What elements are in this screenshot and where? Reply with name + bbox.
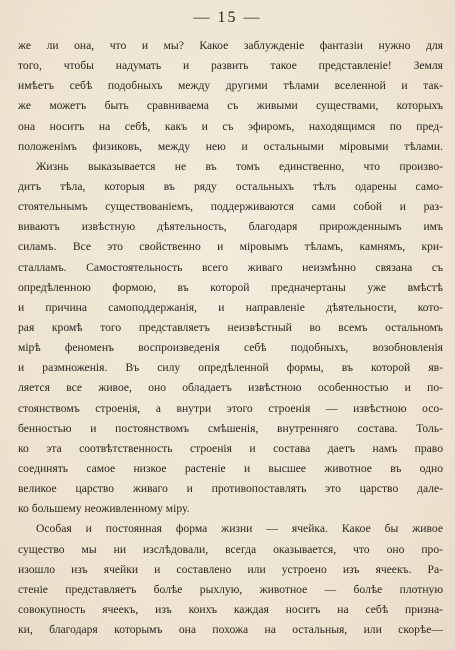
- text-line: стоятельнымъ существованіемъ, поддерживаются сами собой и раз-: [18, 200, 443, 214]
- text-line: стоянствомъ строенія, а внутри этого строенія — извѣстною осо-: [18, 401, 443, 415]
- body-text: [18, 36, 443, 640]
- text-line: имѣетъ себѣ подобныхъ между другими тѣлами вселенной и так-: [18, 79, 443, 93]
- text-line: и размноженія. Въ силу опредѣленной формы, въ которой яв-: [18, 361, 443, 375]
- text-line: же ли она, что и мы? Какое заблужденіе фантазіи нужно для: [18, 39, 443, 52]
- text-line: виваютъ извѣстную дѣятельность, благодаря прирожденнымъ имъ: [18, 220, 443, 234]
- text-line: Жизнь выказывается не въ томъ единственно, что произво-: [36, 159, 443, 173]
- text-line: рая кромѣ того представляетъ неизвѣстный во всемъ остальномъ: [18, 320, 443, 334]
- text-line: опредѣленною формою, въ которой предначертаны уже вмѣстѣ: [18, 280, 443, 294]
- text-line: сталламъ. Самостоятельность всего живаго неизмѣнно связана съ: [18, 260, 443, 274]
- text-line: положенімъ физиковъ, между нею и остальными міровыми тѣлами.: [18, 139, 443, 153]
- text-line: Особая и постоянная форма жизни — ячейка. Какое бы живое: [36, 522, 443, 536]
- text-line: и причина самоподдержанія, и направленіе дѣятельности, кото-: [18, 300, 443, 314]
- page-number-header: — 15 —: [193, 9, 262, 26]
- text-line: же можетъ быть сравниваема съ живыми существами, которыхъ: [18, 99, 443, 113]
- text-line: силамъ. Все это свойственно и міровымъ тѣламъ, камнямъ, кри-: [18, 240, 443, 254]
- text-line: она носитъ на себѣ, какъ и съ эфиромъ, находящимся по пред-: [18, 119, 443, 133]
- text-line: великое царство живаго и противопоставлять это царство дале-: [18, 482, 443, 496]
- text-line: дитъ тѣла, которыя въ ряду остальныхъ тѣлъ одарены само-: [18, 179, 443, 193]
- text-line: стеніе представляетъ болѣе рыхлую, животное — болѣе плотную: [18, 582, 443, 596]
- text-line: того, чтобы надумать и развить такое представленіе! Земля: [18, 59, 443, 73]
- text-line: ко эта соотвѣтственность строенія и состава даетъ намъ право: [18, 441, 443, 455]
- text-line: мірѣ феноменъ воспроизведенія себѣ подобныхъ, возобновленія: [18, 341, 443, 355]
- text-line: совокупность ячеекъ, изъ коихъ каждая носитъ на себѣ призна-: [18, 602, 443, 616]
- text-line: ки, благодаря которымъ она похожа на остальныя, или скорѣе—: [18, 623, 443, 637]
- text-line: ляется все живое, оно обладаетъ извѣстною особенностью и по-: [18, 381, 443, 395]
- text-line: существо мы ни изслѣдовали, всегда оказывается, что оно про-: [18, 542, 443, 556]
- text-line: изошло изъ ячейки и составлено или устроено изъ ячеекъ. Ра-: [18, 562, 443, 576]
- text-line: бенностью и постоянствомъ смѣшенія, внутренняго состава. Толь-: [18, 421, 443, 435]
- text-line: соединять самое низкое растеніе и высшее животное въ одно: [18, 461, 443, 475]
- text-line: ко большему неоживленному міру.: [18, 502, 190, 516]
